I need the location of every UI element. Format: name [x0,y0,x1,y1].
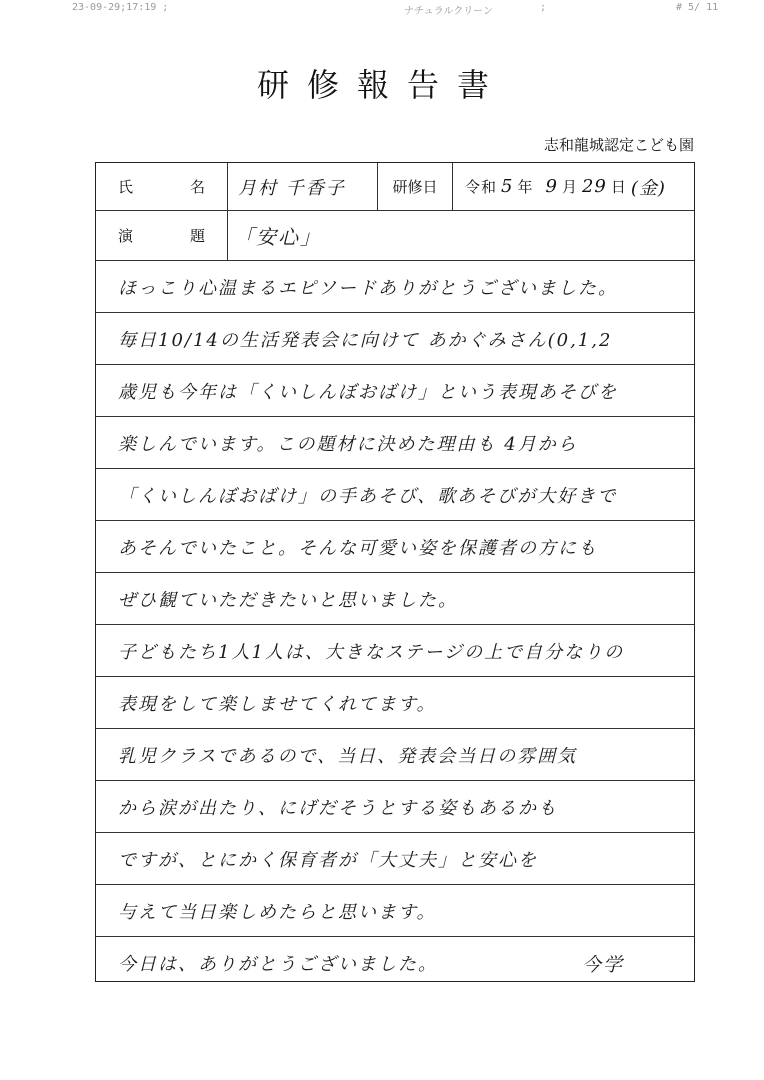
body-line: ぜひ観ていただきたいと思いました。 [96,573,694,625]
theme-label [96,211,228,260]
body-line-text: 今日は、ありがとうございました。 [118,954,438,975]
date-weekday: (金) [630,177,666,199]
theme-label-char-1: 演 [118,227,134,245]
fax-sender: ナチュラルクリーン [404,6,493,17]
report-form [95,162,695,982]
body-line-last [96,937,694,989]
body-line: ほっこり心温まるエピソードありがとうございました。 [96,261,694,313]
body-line: 毎日10/14の生活発表会に向けて あかぐみさん(0,1,2 [96,313,694,365]
fax-separator: ; [540,2,547,13]
date-day: 29 [581,176,607,197]
date-era: 令和 [465,178,498,196]
date-month: 9 [545,176,558,197]
fax-timestamp: 23-09-29;17:19 ; [72,2,169,13]
body-line: あそんでいたこと。そんな可愛い姿を保護者の方にも [96,521,694,573]
date-month-unit: 月 [561,178,578,196]
body-line: 乳児クラスであるので、当日、発表会当日の雰囲気 [96,729,694,781]
name-value: 月村 千香子 [228,163,378,210]
body-line: 表現をして楽しませてくれてます。 [96,677,694,729]
body-line: 歳児も今年は「くいしんぼおばけ」という表現あそびを [96,365,694,417]
organization-name: 志和龍城認定こども園 [543,136,694,154]
date-label: 研修日 [378,163,453,210]
body-line: から涙が出たり、にげだそうとする姿もあるかも [96,781,694,833]
date-year-unit: 年 [517,178,534,196]
theme-row [96,211,694,261]
name-label-char-1: 氏 [118,178,134,196]
name-date-row [96,163,694,211]
theme-value: 「安心」 [234,225,322,249]
name-label [96,163,228,210]
document-title: 研修報告書 [256,66,507,104]
fax-page-number: # 5/ 11 [676,2,719,13]
date-value [453,163,696,210]
theme-label-char-2: 題 [189,227,205,245]
signature: 今学 [581,953,624,976]
name-label-char-2: 名 [189,178,205,196]
body-line: 与えて当日楽しめたらと思います。 [96,885,694,937]
body-line: 子どもたち1人1人は、大きなステージの上で自分なりの [96,625,694,677]
body-line: ですが、とにかく保育者が「大丈夫」と安心を [96,833,694,885]
fax-header [0,0,764,16]
body-line: 「くいしんぼおばけ」の手あそび、歌あそびが大好きで [96,469,694,521]
body-line: 楽しんでいます。この題材に決めた理由も 4月から [96,417,694,469]
date-day-unit: 日 [610,178,627,196]
date-year: 5 [501,176,514,197]
report-body [96,261,694,989]
